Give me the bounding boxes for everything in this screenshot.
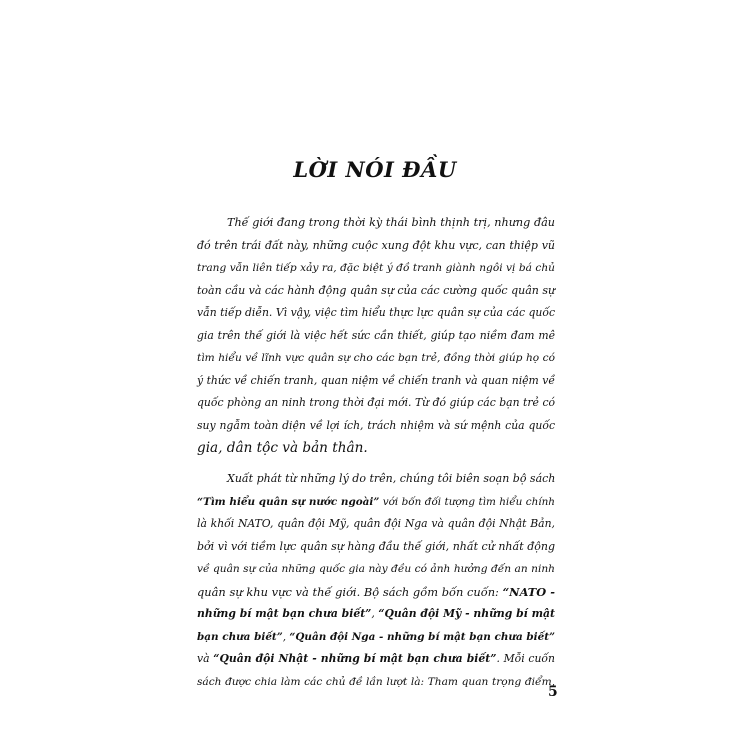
text-line <box>197 603 555 626</box>
text-run: . Mỗi cuốn <box>496 652 555 666</box>
book-title: bạn chưa biết” <box>197 630 283 643</box>
text-line: vẫn tiếp diễn. Vì vậy, việc tìm hiểu thực lực quân sự của các quốc <box>197 306 555 320</box>
text-line: trang vẫn liên tiếp xảy ra, đặc biệt ý đồ tranh giành ngôi vị bá chủ <box>197 262 555 275</box>
text-line: gia trên thế giới là việc hết sức cần thiết, giúp tạo niềm đam mê <box>197 328 555 342</box>
paragraph-2 <box>197 468 555 693</box>
paragraph-1 <box>197 212 555 460</box>
text-line: đó trên trái đất này, những cuộc xung đột khu vực, can thiệp vũ <box>197 238 555 252</box>
text-line: ý thức về chiến tranh, quan niệm về chiến tranh và quan niệm về <box>197 373 555 387</box>
text-run: quân sự khu vực và thế giới. Bộ sách gồm bốn cuốn: <box>197 584 503 599</box>
page-title: LỜI NÓI ĐẦU <box>293 157 457 182</box>
text-run: với bốn đối tượng tìm hiểu chính <box>379 495 555 508</box>
book-title: “Quân đội Mỹ - những bí mật <box>378 607 555 621</box>
preface-body <box>197 212 555 693</box>
text-line <box>197 648 555 671</box>
text-line: toàn cầu và các hành động quân sự của các cường quốc quân sự <box>197 283 556 297</box>
text-run: , <box>282 630 290 643</box>
text-line: tìm hiểu về lĩnh vực quân sự cho các bạn trẻ, đồng thời giúp họ có <box>197 352 555 365</box>
text-line <box>197 491 555 514</box>
text-line: Xuất phát từ những lý do trên, chúng tôi biên soạn bộ sách <box>227 472 556 486</box>
series-title: “Tìm hiểu quân sự nước ngoài” <box>197 495 380 508</box>
text-line <box>197 626 555 649</box>
text-line <box>197 581 555 604</box>
text-line: suy ngẫm toàn diện về lợi ích, trách nhiệm và sứ mệnh của quốc <box>197 418 555 432</box>
book-title: “Quân đội Nga - những bí mật bạn chưa biết” <box>289 630 556 643</box>
text-line: là khối NATO, quân đội Mỹ, quân đội Nga và quân đội Nhật Bản, <box>197 517 555 531</box>
book-title: “Quân đội Nhật - những bí mật bạn chưa biết” <box>213 652 497 666</box>
text-line: quốc phòng an ninh trong thời đại mới. Từ đó giúp các bạn trẻ có <box>197 396 555 410</box>
page-number: 5 <box>548 684 558 700</box>
text-line: sách được chia làm các chủ đề lần lượt là: Tham quan trọng điểm, <box>197 675 555 688</box>
book-title: những bí mật bạn chưa biết” <box>197 607 372 621</box>
paragraph-gap <box>197 460 555 468</box>
text-run: và <box>197 652 214 666</box>
book-title: “NATO - <box>502 584 555 599</box>
text-line: Thế giới đang trong thời kỳ thái bình thịnh trị, nhưng đâu <box>227 216 555 229</box>
text-line: về quân sự của những quốc gia này đều có ảnh hưởng đến an ninh <box>197 563 555 576</box>
text-line: bởi vì với tiềm lực quân sự hàng đầu thế giới, nhất cử nhất động <box>197 539 555 553</box>
text-line: gia, dân tộc và bản thân. <box>197 440 368 457</box>
text-run: , <box>371 607 379 621</box>
